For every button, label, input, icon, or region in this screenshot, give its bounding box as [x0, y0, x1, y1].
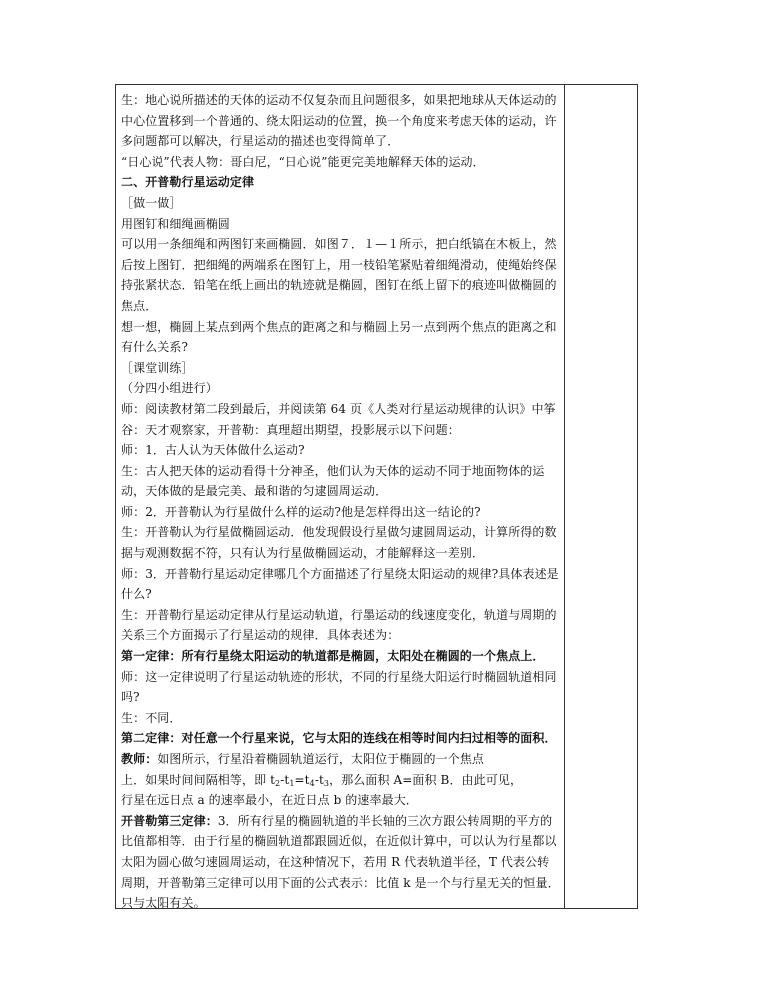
paragraph-reading: 师：阅读教材第二段到最后，并阅读第 64 页《人类对行星运动规律的认识》中筝谷：天才观察家，开普勒：真理超出期望，投影展示以下问题： — [121, 401, 556, 437]
equals-t: =t — [294, 772, 310, 787]
table-column-divider — [564, 84, 565, 909]
label-class-training: ［课堂训练］ — [121, 360, 194, 375]
minus-t-2: -t — [314, 772, 324, 787]
minus-t-1: -t — [280, 772, 290, 787]
question-2: 师：2．开普勒认为行星做什么样的运动?他是怎样得出这一结论的? — [121, 504, 481, 519]
third-law-paragraph — [121, 811, 561, 914]
teacher-explanation — [121, 749, 561, 811]
third-law-label: 开普勒第三定律： — [121, 813, 218, 828]
activity-title: 用图钉和细绳画椭圆 — [121, 216, 230, 231]
teacher-label: 教师： — [121, 752, 158, 766]
third-law-text: 3．所有行星的椭圆轨道的半长轴的三次方跟公转周期的平方的比值都相等．由于行星的椭圆轨道都跟圆近似，在近似计算中，可以认为行星都以太阳为圆心做匀速圆周运动，在这种情况下，若用 R 代表轨道半径，T 代表公转周期，开普勒第三定律可以用下面的公式表示：比值 k 是一个与行星无关的恒量．只与太阳有关。 — [121, 813, 560, 911]
first-law: 第一定律：所有行星绕太阳运动的轨道都是椭圆，太阳处在椭圆的一个焦点上． — [121, 649, 545, 664]
lesson-content — [121, 90, 561, 914]
answer-first-law: 生：不同． — [121, 710, 182, 725]
teacher-line-2-start: 上．如果时间间隔相等，即 t — [121, 772, 276, 787]
answer-3: 生：开普勒行星运动定律从行星运动轨道，行墨运动的线速度变化，轨道与周期的关系三个方面揭示了行星运动的规律．具体表述为： — [121, 607, 557, 643]
subscript-3: 3 — [323, 778, 330, 788]
paragraph-heliocentric: “日心说”代表人物：哥白尼，“日心说”能更完美地解释天体的运动． — [121, 154, 485, 169]
section-heading-kepler-laws: 二、开普勒行星运动定律 — [121, 175, 255, 190]
teacher-line-1: 如图所示，行星沿着椭圆轨道运行，太阳位于椭圆的一个焦点 — [157, 752, 485, 766]
subscript-4: 4 — [309, 778, 315, 788]
question-1: 师：1．古人认为天体做什么运动? — [121, 443, 305, 458]
subscript-2: 2 — [275, 778, 281, 788]
teacher-line-3: 行星在远日点 a 的速率最小，在近日点 b 的速率最大． — [121, 793, 418, 808]
paragraph-ellipse-drawing: 可以用一条细绳和两图钉来画椭圆．如图７．１—１所示，把白纸镐在木板上，然后按上图钉．把细绳的两端系在图钉上，用一枝铅笔紧贴着细绳滑动，使绳始终保持张紧状态．铅笔在纸上画出的轨迹就是椭圆，图钉在纸上留下的痕迹叫做椭圆的焦点． — [121, 237, 557, 313]
question-3: 师：3．开普勒行星运动定律哪几个方面描述了行星绕太阳运动的规律?具体表述是什么? — [121, 566, 559, 602]
answer-2: 生：开普勒认为行星做椭圆运动．他发现假设行星做匀逮圆周运动，计算所得的数据与观测数据不符，只有认为行星做椭圆运动，才能解释这一差别． — [121, 525, 557, 561]
label-try-it: ［做一做］ — [121, 195, 182, 210]
paragraph-geocentric: 生：地心说所描述的天体的运动不仅复杂而且问题很多，如果把地球从天体运动的中心位置移到一个普通的、绕太阳运动的位置，换一个角度来考虑天体的运动，许多问题都可以解决，行星运动的描述也变得简单了． — [121, 93, 557, 149]
question-first-law: 师：这一定律说明了行星运动轨迹的形状，不同的行星绕大阳运行时椭圆轨道相同吗? — [121, 669, 557, 705]
paragraph-think: 想一想，椭圆上某点到两个焦点的距离之和与椭圆上另一点到两个焦点的距离之和有什么关系? — [121, 319, 557, 355]
subscript-1: 1 — [289, 778, 295, 788]
answer-1: 生：古人把天体的运动看得十分神圣，他们认为天体的运动不同于地面物体的运动，天体做的是最完美、最和谐的匀逮圆周运动． — [121, 463, 545, 499]
second-law: 第二定律：对任意一个行星来说，它与太阳的连线在相等时间内扫过相等的面积． — [121, 731, 557, 746]
paragraph-groups: （分四小组进行） — [121, 381, 218, 396]
teacher-line-2-end: ，那么面积 A=面积 B．由此可见， — [329, 772, 523, 787]
